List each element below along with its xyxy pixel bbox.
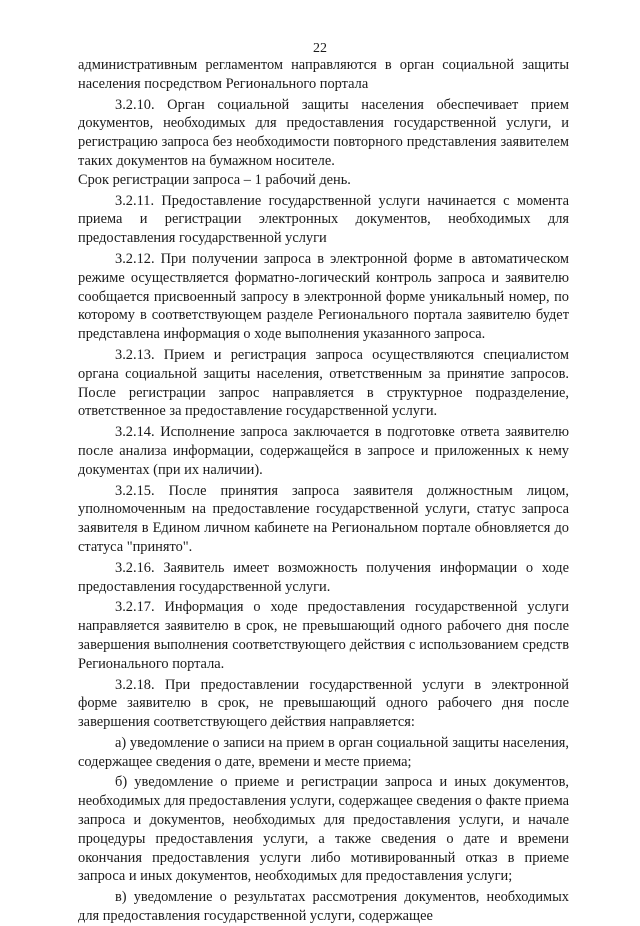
paragraph-3-2-17: 3.2.17. Информация о ходе предоставления государственной услуги направляется заявителю в срок, не превышающий одного рабочего дня после завершения выполнения соответствующего действия с использованием средств Регионального портала. [78,599,569,672]
paragraph-registration-term: Срок регистрации запроса – 1 рабочий день. [78,171,351,188]
paragraph-continuation: административным регламентом направляются в орган социальной защиты населения посредством Регионального портала [78,57,569,92]
document-body [78,56,569,926]
paragraph-3-2-11: 3.2.11. Предоставление государственной услуги начинается с момента приема и регистрации электронных документов, необходимых для предоставления государственной услуги [78,192,569,247]
paragraph-3-2-14: 3.2.14. Исполнение запроса заключается в подготовке ответа заявителю после анализа информации, содержащейся в запросе и приложенных к нему документах (при их наличии). [78,424,569,478]
paragraph-3-2-10: 3.2.10. Орган социальной защиты населения обеспечивает прием документов, необходимых для предоставления государственной услуги, и регистрацию запроса без необходимости повторного представления заявителем таких документов на бумажном носителе. [78,96,569,169]
paragraph-3-2-15: 3.2.15. После принятия запроса заявителя должностным лицом, уполномоченным на предоставление государственной услуги, статус запроса заявителя в Едином личном кабинете на Региональном портале обновляется до статуса "принято". [78,482,569,555]
list-item-v: в) уведомление о результатах рассмотрения документов, необходимых для предоставления государственной услуги, содержащее [78,889,569,925]
paragraph-3-2-16: 3.2.16. Заявитель имеет возможность получения информации о ходе предоставления государственной услуги. [78,559,569,595]
paragraph-3-2-12: 3.2.12. При получении запроса в электронной форме в автоматическом режиме осуществляется форматно-логический контроль запроса и заявителю сообщается присвоенный запросу в электронной форме уникальный номер, по которому в соответствующем разделе Регионального портала заявителю будет представлена информация о ходе выполнения указанного запроса. [78,250,569,343]
page-number: 22 [313,41,327,56]
list-item-b: б) уведомление о приеме и регистрации запроса и иных документов, необходимых для предоставления услуги, содержащее сведения о факте приема запроса и документов, необходимых для предоставления услуги, и начале процедуры предоставления услуги, а также сведения о дате и времени окончания предоставления услуги либо мотивированный отказ в приеме запроса и иных документов, необходимых для предоставления услуги; [78,774,569,885]
paragraph-3-2-18: 3.2.18. При предоставлении государственной услуги в электронной форме заявителю в срок, не превышающий одного рабочего дня после завершения соответствующего действия направляется: [78,676,569,731]
list-item-a: а) уведомление о записи на прием в орган социальной защиты населения, содержащее сведения о дате, времени и месте приема; [78,734,569,770]
paragraph-3-2-13: 3.2.13. Прием и регистрация запроса осуществляются специалистом органа социальной защиты населения, ответственным за принятие запросов. После регистрации запрос направляется в структурное подразделение, ответственное за предоставление государственной услуги. [78,346,569,420]
